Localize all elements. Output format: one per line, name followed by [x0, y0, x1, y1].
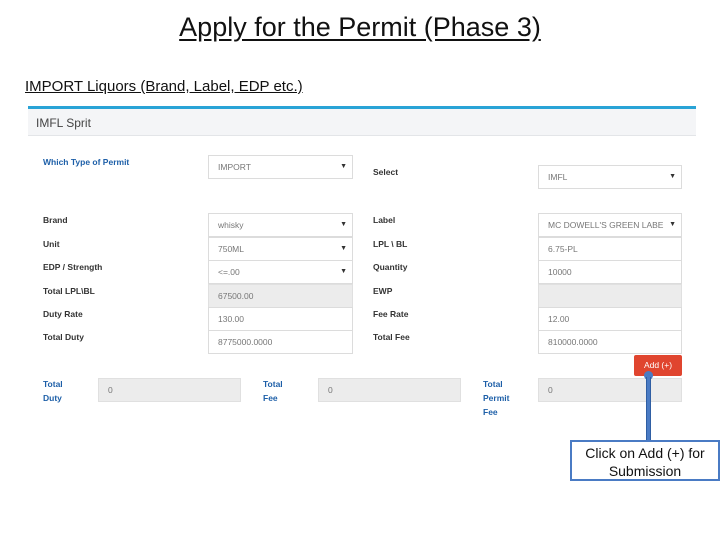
total-duty-summary-value: 0	[108, 385, 113, 395]
slide-title: Apply for the Permit (Phase 3)	[179, 12, 541, 42]
select-label: Select	[373, 167, 399, 177]
unit-select[interactable]	[208, 237, 353, 261]
ewp-field	[538, 284, 682, 308]
callout-line-2: Submission	[608, 463, 682, 479]
total-permit-fee-value: 0	[548, 385, 553, 395]
ewp-label: EWP	[373, 286, 393, 296]
chevron-down-icon: ▼	[669, 173, 676, 180]
total-lpl-field	[208, 284, 353, 308]
total-fee-value: 810000.0000	[548, 337, 598, 347]
brand-label: Brand	[43, 215, 68, 225]
chevron-down-icon: ▼	[340, 221, 347, 228]
edp-label: EDP / Strength	[43, 262, 103, 272]
brand-value: whisky	[218, 220, 244, 230]
total-duty-summary-label-line2: Duty	[43, 393, 62, 403]
lpl-bl-value: 6.75-PL	[548, 244, 578, 254]
fee-rate-value: 12.00	[548, 314, 570, 324]
slide-subtitle: IMPORT Liquors (Brand, Label, EDP etc.)	[25, 78, 303, 95]
lpl-bl-field[interactable]	[538, 237, 682, 261]
total-permit-fee-label-line1: Total	[483, 379, 503, 389]
total-permit-fee-label-line2: Permit	[483, 393, 510, 403]
chevron-down-icon: ▼	[340, 245, 347, 252]
chevron-down-icon: ▼	[669, 221, 676, 228]
lpl-bl-label: LPL \ BL	[373, 239, 408, 249]
unit-label: Unit	[43, 239, 60, 249]
total-lpl-value: 67500.00	[218, 291, 254, 301]
duty-rate-value: 130.00	[218, 314, 244, 324]
total-duty-summary-field	[98, 378, 241, 402]
duty-rate-label: Duty Rate	[43, 309, 83, 319]
total-duty-summary-label	[43, 377, 63, 405]
quantity-field[interactable]	[538, 260, 682, 284]
permit-type-value: IMPORT	[218, 162, 251, 172]
label-value: MC DOWELL'S GREEN LABE	[548, 220, 664, 230]
quantity-label: Quantity	[373, 262, 408, 272]
callout-connector	[646, 377, 651, 441]
total-fee-summary-label	[263, 377, 283, 405]
total-duty-value: 8775000.0000	[218, 337, 273, 347]
total-duty-summary-label-line1: Total	[43, 379, 63, 389]
total-fee-summary-field	[318, 378, 461, 402]
label-select[interactable]	[538, 213, 682, 237]
total-permit-fee-label	[483, 377, 509, 419]
total-fee-summary-value: 0	[328, 385, 333, 395]
chevron-down-icon: ▼	[340, 268, 347, 275]
fee-rate-field[interactable]	[538, 307, 682, 331]
quantity-value: 10000	[548, 267, 572, 277]
brand-select[interactable]	[208, 213, 353, 237]
total-lpl-label: Total LPL\BL	[43, 286, 95, 296]
duty-rate-field[interactable]	[208, 307, 353, 331]
total-permit-fee-field	[538, 378, 682, 402]
permit-type-label: Which Type of Permit	[43, 157, 130, 167]
total-permit-fee-label-line3: Fee	[483, 407, 498, 417]
total-fee-field[interactable]	[538, 330, 682, 354]
edp-value: <=.00	[218, 267, 240, 277]
total-fee-label: Total Fee	[373, 332, 410, 342]
fee-rate-label: Fee Rate	[373, 309, 409, 319]
panel-header	[28, 106, 696, 136]
unit-value: 750ML	[218, 244, 244, 254]
total-fee-summary-label-line2: Fee	[263, 393, 278, 403]
permit-type-select[interactable]	[208, 155, 353, 179]
edp-select[interactable]	[208, 260, 353, 284]
panel-title: IMFL Sprit	[36, 116, 91, 130]
total-duty-label: Total Duty	[43, 332, 84, 342]
add-button[interactable]: Add (+)	[634, 355, 682, 376]
total-duty-field[interactable]	[208, 330, 353, 354]
category-value: IMFL	[548, 172, 568, 182]
chevron-down-icon: ▼	[340, 163, 347, 170]
label-label: Label	[373, 215, 396, 225]
total-fee-summary-label-line1: Total	[263, 379, 283, 389]
category-select[interactable]	[538, 165, 682, 189]
callout-line-1: Click on Add (+) for	[585, 445, 705, 461]
callout-box	[570, 440, 720, 481]
